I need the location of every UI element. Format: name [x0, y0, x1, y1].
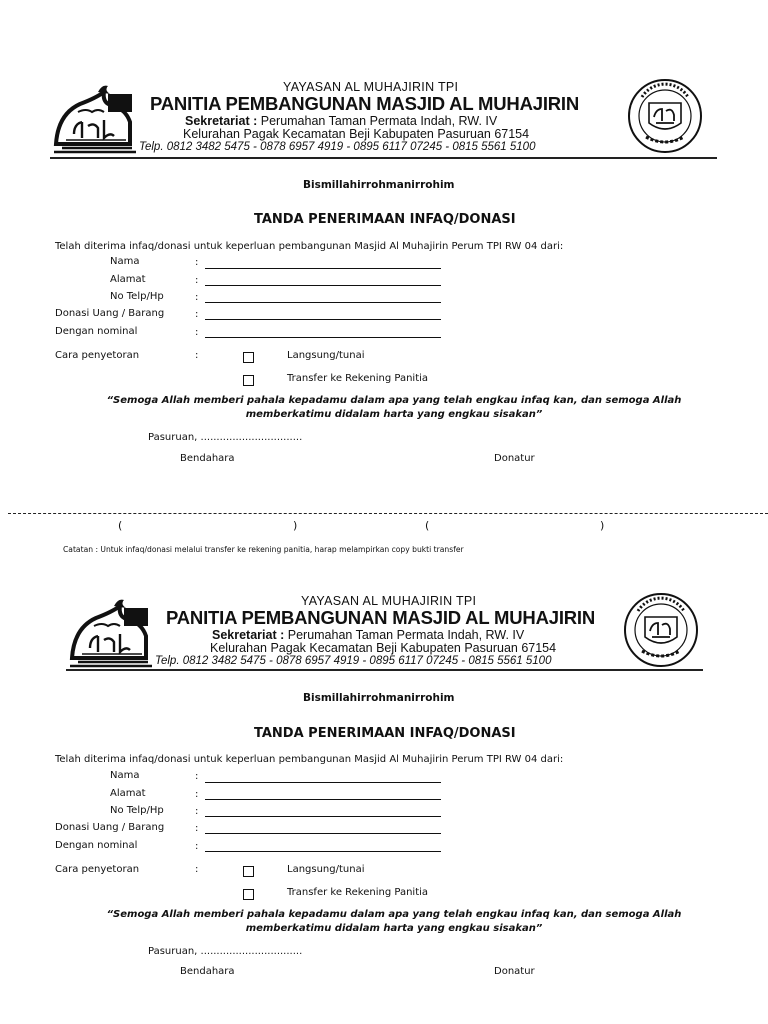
field-blank-amount[interactable]	[205, 851, 441, 852]
field-colon: :	[195, 771, 199, 782]
intro-text: Telah diterima infaq/donasi untuk keperluan pembangunan Masjid Al Muhajirin Perum TPI RW 04 dari:	[55, 754, 564, 765]
foundation-seal	[622, 591, 700, 669]
foundation-name: YAYASAN AL MUHAJIRIN TPI	[301, 594, 477, 608]
committee-title: PANITIA PEMBANGUNAN MASJID AL MUHAJIRIN	[166, 607, 596, 628]
prayer-line-2: memberkatimu didalam harta yang engkau sisakan”	[245, 409, 543, 420]
secretariat-address: Perumahan Taman Permata Indah, RW. IV	[284, 628, 525, 642]
secretariat-label: Sekretariat :	[185, 114, 258, 128]
field-colon: :	[195, 275, 199, 286]
foundation-seal	[626, 77, 704, 155]
field-label-phone: No Telp/Hp	[110, 805, 164, 816]
field-blank-phone[interactable]	[205, 816, 441, 817]
field-blank-donation[interactable]	[205, 833, 441, 834]
secretariat-address: Perumahan Taman Permata Indah, RW. IV	[257, 114, 498, 128]
cash-checkbox[interactable]	[243, 866, 254, 877]
mosque-logo-icon	[68, 596, 154, 670]
field-colon: :	[195, 327, 199, 338]
telephone-line: Telp. 0812 3482 5475 - 0878 6957 4919 - 0895 6117 07245 - 0815 5561 5100	[155, 655, 552, 667]
field-label-phone: No Telp/Hp	[110, 291, 164, 302]
transfer-option-label: Transfer ke Rekening Panitia	[287, 373, 429, 384]
location-line: Kelurahan Pagak Kecamatan Beji Kabupaten Pasuruan 67154	[210, 641, 557, 655]
mosque-logo-icon	[52, 82, 138, 156]
method-label: Cara penyetoran	[55, 864, 140, 875]
place-date: Pasuruan, ................................	[148, 946, 303, 957]
foundation-name: YAYASAN AL MUHAJIRIN TPI	[283, 80, 459, 94]
field-colon: :	[195, 823, 199, 834]
cash-option-label: Langsung/tunai	[287, 350, 365, 361]
field-colon: :	[195, 864, 199, 875]
donor-label: Donatur	[494, 966, 535, 977]
field-blank-donation[interactable]	[205, 319, 441, 320]
letterhead-rule	[50, 157, 717, 159]
receipt-heading: TANDA PENERIMAAN INFAQ/DONASI	[254, 726, 516, 741]
secretariat-label: Sekretariat :	[212, 628, 285, 642]
field-label-donation: Donasi Uang / Barang	[55, 308, 165, 319]
prayer-quote	[0, 908, 768, 936]
basmalah: Bismillahirrohmanirrohim	[303, 179, 455, 191]
field-colon: :	[195, 350, 199, 361]
prayer-line-1: “Semoga Allah memberi pahala kepadamu dalam apa yang telah engkau infaq kan, dan semoga Allah	[106, 395, 682, 406]
field-label-address: Alamat	[110, 274, 146, 285]
method-label: Cara penyetoran	[55, 350, 140, 361]
field-label-address: Alamat	[110, 788, 146, 799]
treasurer-signature-close: )	[293, 519, 298, 532]
transfer-note: Catatan : Untuk infaq/donasi melalui transfer ke rekening panitia, harap melampirkan copy bukti transfer	[63, 545, 464, 554]
intro-text: Telah diterima infaq/donasi untuk keperluan pembangunan Masjid Al Muhajirin Perum TPI RW 04 dari:	[55, 241, 564, 252]
field-colon: :	[195, 257, 199, 268]
treasurer-label: Bendahara	[180, 966, 235, 977]
seal-emblem-icon	[626, 77, 704, 155]
secretariat-line	[212, 628, 524, 642]
field-blank-name[interactable]	[205, 268, 441, 269]
field-blank-address[interactable]	[205, 285, 441, 286]
field-colon: :	[195, 841, 199, 852]
treasurer-signature-open: (	[118, 519, 123, 532]
prayer-quote	[0, 394, 768, 422]
field-blank-amount[interactable]	[205, 337, 441, 338]
receipt-heading: TANDA PENERIMAAN INFAQ/DONASI	[254, 212, 516, 227]
transfer-checkbox[interactable]	[243, 889, 254, 900]
committee-title: PANITIA PEMBANGUNAN MASJID AL MUHAJIRIN	[150, 93, 580, 114]
secretariat-line	[185, 114, 497, 128]
field-label-amount: Dengan nominal	[55, 326, 138, 337]
cut-line	[8, 513, 768, 514]
basmalah: Bismillahirrohmanirrohim	[303, 692, 455, 704]
field-label-name: Nama	[110, 256, 140, 267]
field-colon: :	[195, 789, 199, 800]
field-blank-phone[interactable]	[205, 302, 441, 303]
letterhead-rule	[66, 669, 703, 671]
donor-label: Donatur	[494, 453, 535, 464]
field-blank-name[interactable]	[205, 782, 441, 783]
prayer-line-2: memberkatimu didalam harta yang engkau sisakan”	[245, 923, 543, 934]
prayer-line-1: “Semoga Allah memberi pahala kepadamu dalam apa yang telah engkau infaq kan, dan semoga Allah	[106, 909, 682, 920]
donor-signature-open: (	[425, 519, 430, 532]
field-label-name: Nama	[110, 770, 140, 781]
letterhead-logo	[52, 82, 138, 156]
field-colon: :	[195, 309, 199, 320]
cash-option-label: Langsung/tunai	[287, 864, 365, 875]
donor-signature-close: )	[600, 519, 605, 532]
transfer-checkbox[interactable]	[243, 375, 254, 386]
transfer-option-label: Transfer ke Rekening Panitia	[287, 887, 429, 898]
telephone-line: Telp. 0812 3482 5475 - 0878 6957 4919 - 0895 6117 07245 - 0815 5561 5100	[139, 141, 536, 153]
field-blank-address[interactable]	[205, 799, 441, 800]
field-label-donation: Donasi Uang / Barang	[55, 822, 165, 833]
field-colon: :	[195, 292, 199, 303]
seal-emblem-icon	[622, 591, 700, 669]
cash-checkbox[interactable]	[243, 352, 254, 363]
field-label-amount: Dengan nominal	[55, 840, 138, 851]
field-colon: :	[195, 806, 199, 817]
place-date: Pasuruan, ................................	[148, 432, 303, 443]
treasurer-label: Bendahara	[180, 453, 235, 464]
location-line: Kelurahan Pagak Kecamatan Beji Kabupaten Pasuruan 67154	[183, 127, 530, 141]
letterhead-logo	[68, 596, 154, 670]
